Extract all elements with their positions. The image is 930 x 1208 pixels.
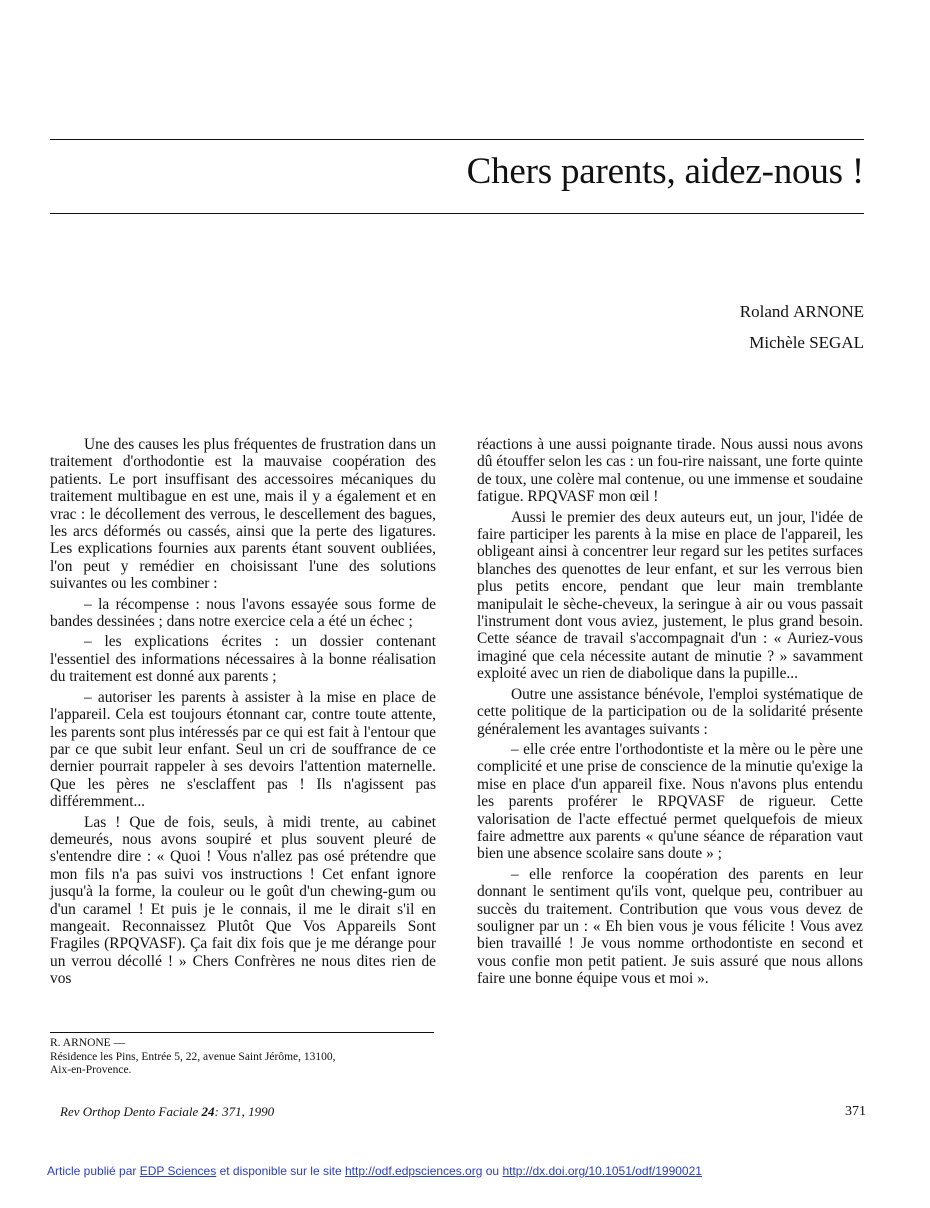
footnote-rule: [50, 1032, 434, 1033]
author-2-last: SEGAL: [809, 333, 864, 352]
publisher-link[interactable]: EDP Sciences: [139, 1164, 217, 1178]
site-link[interactable]: http://odf.edpsciences.org: [344, 1164, 483, 1178]
paragraph: – autoriser les parents à assister à la mise en place de l'appareil. Cela est toujours étonnant car, contre toute attente, les parents sont plus intéressés par ce qui est fait à l'entour que par ce que subit leur enfant. Seul un cri de souffrance de ce dernier pourrait rappeler à ses devoirs l'attention maternelle. Que les pères ne s'esclaffent pas ! Ils n'agissent pas différemment...: [50, 688, 436, 811]
author-1-last: ARNONE: [793, 302, 864, 321]
publisher-banner: [47, 1164, 702, 1178]
banner-middle: et disponible sur le site: [219, 1164, 342, 1178]
right-column: [477, 436, 863, 991]
top-rule: [50, 139, 864, 140]
paragraph: réactions à une aussi poignante tirade. Nous aussi nous avons dû étouffer selon les cas : un fou-rire naissant, une forte quinte de toux, une colère mal contenue, ou une immense et soudaine fatigue. RPQVASF mon œil !: [477, 436, 863, 506]
author-1-first: Roland: [739, 302, 789, 321]
author-affiliation: [50, 1037, 436, 1078]
affiliation-city: Aix-en-Provence.: [50, 1064, 132, 1076]
paragraph: Une des causes les plus fréquentes de frustration dans un traitement d'orthodontie est la mauvaise coopération des patients. Le port insuffisant des accessoires mécaniques du traitement multibague en est une, mais il y a également et en vrac : le décollement des verrous, le descellement des bagues, les arcs déformés ou cassés, ainsi que la perte des ligatures. Les explications fournies aux parents étant souvent oubliées, l'on peut y remédier en choisissant l'une des solutions suivantes ou les combiner :: [50, 436, 436, 593]
paragraph: – les explications écrites : un dossier contenant l'essentiel des informations nécessaires à la bonne réalisation du traitement est donné aux parents ;: [50, 633, 436, 686]
title-bottom-rule: [50, 213, 864, 214]
journal-pages: : 371, 1990: [214, 1104, 275, 1119]
affiliation-name: R. ARNONE —: [50, 1037, 126, 1049]
banner-prefix: Article publié par: [47, 1164, 137, 1178]
paragraph: Outre une assistance bénévole, l'emploi systématique de cette politique de la participation ou de la solidarité présente généralement les avantages suivants :: [477, 685, 863, 738]
journal-citation: [60, 1104, 274, 1120]
journal-name: Rev Orthop Dento Faciale: [60, 1104, 199, 1119]
banner-or: ou: [485, 1164, 500, 1178]
page-number: 371: [845, 1104, 866, 1119]
paragraph: – elle crée entre l'orthodontiste et la mère ou le père une complicité et une prise de conscience de la minutie qu'exige la mise en place d'un appareil fixe. Nous n'avons plus entendu les parents proférer le RPQVASF de rigueur. Cette valorisation de l'acte effectué permet quelquefois de mieux faire admettre aux parents « qu'une séance de réparation vaut bien une absence scolaire sans doute » ;: [477, 740, 863, 863]
paragraph: – la récompense : nous l'avons essayée sous forme de bandes dessinées ; dans notre exercice cela a été un échec ;: [50, 595, 436, 631]
paragraph: Aussi le premier des deux auteurs eut, un jour, l'idée de faire participer les parents à la mise en place de l'appareil, les obligeant ainsi à concentrer leur regard sur les petites surfaces blanches des quenottes de leur enfant, et sur les verrous bien plus petits encore, pendant que leur main tremblante manipulait le sèche-cheveux, la seringue à air ou vous passait l'instrument dont vous aviez, justement, le plus grand besoin. Cette séance de travail s'accompagnait d'un : « Auriez-vous imaginé que cela nécessite autant de minutie ? » savamment exploité avec un rien de diabolique dans la pupille...: [477, 508, 863, 683]
affiliation-address: Résidence les Pins, Entrée 5, 22, avenue Saint Jérôme, 13100,: [50, 1050, 336, 1063]
paragraph: Las ! Que de fois, seuls, à midi trente, au cabinet demeurés, nous avons soupiré et plus souvent pleuré de s'entendre dire : « Quoi ! Vous n'allez pas osé prétendre que mon fils n'a pas suivi vos instructions ! Cet enfant ignore jusqu'à la forme, la couleur ou le goût d'un chewing-gum ou d'un caramel ! Et puis je le connais, il me le dirait s'il en mangeait. Reconnaissez Plutôt Que Vos Appareils Sont Fragiles (RPQVASF). Ça fait dix fois que je me dérange pour un verrou décollé ! » Chers Confrères ne nous dites rien de vos: [50, 813, 436, 988]
paragraph: – elle renforce la coopération des parents en leur donnant le sentiment qu'ils vont, quelque peu, contribuer au succès du traitement. Contribution que vous vous devez de souligner par un : « Eh bien vous je vous félicite ! Vous avez bien travaillé ! Je vous nomme orthodontiste en second et vous confie mon petit patient. Je suis assuré que nous allons faire une bonne équipe vous et moi ».: [477, 865, 863, 988]
doi-link[interactable]: http://dx.doi.org/10.1051/odf/1990021: [502, 1164, 702, 1178]
author-2-first: Michèle: [749, 333, 805, 352]
author-2: [749, 333, 864, 353]
author-1: [740, 302, 864, 322]
journal-volume: 24: [201, 1104, 215, 1119]
page-title: Chers parents, aidez-nous !: [466, 151, 864, 192]
left-column: [50, 436, 436, 991]
